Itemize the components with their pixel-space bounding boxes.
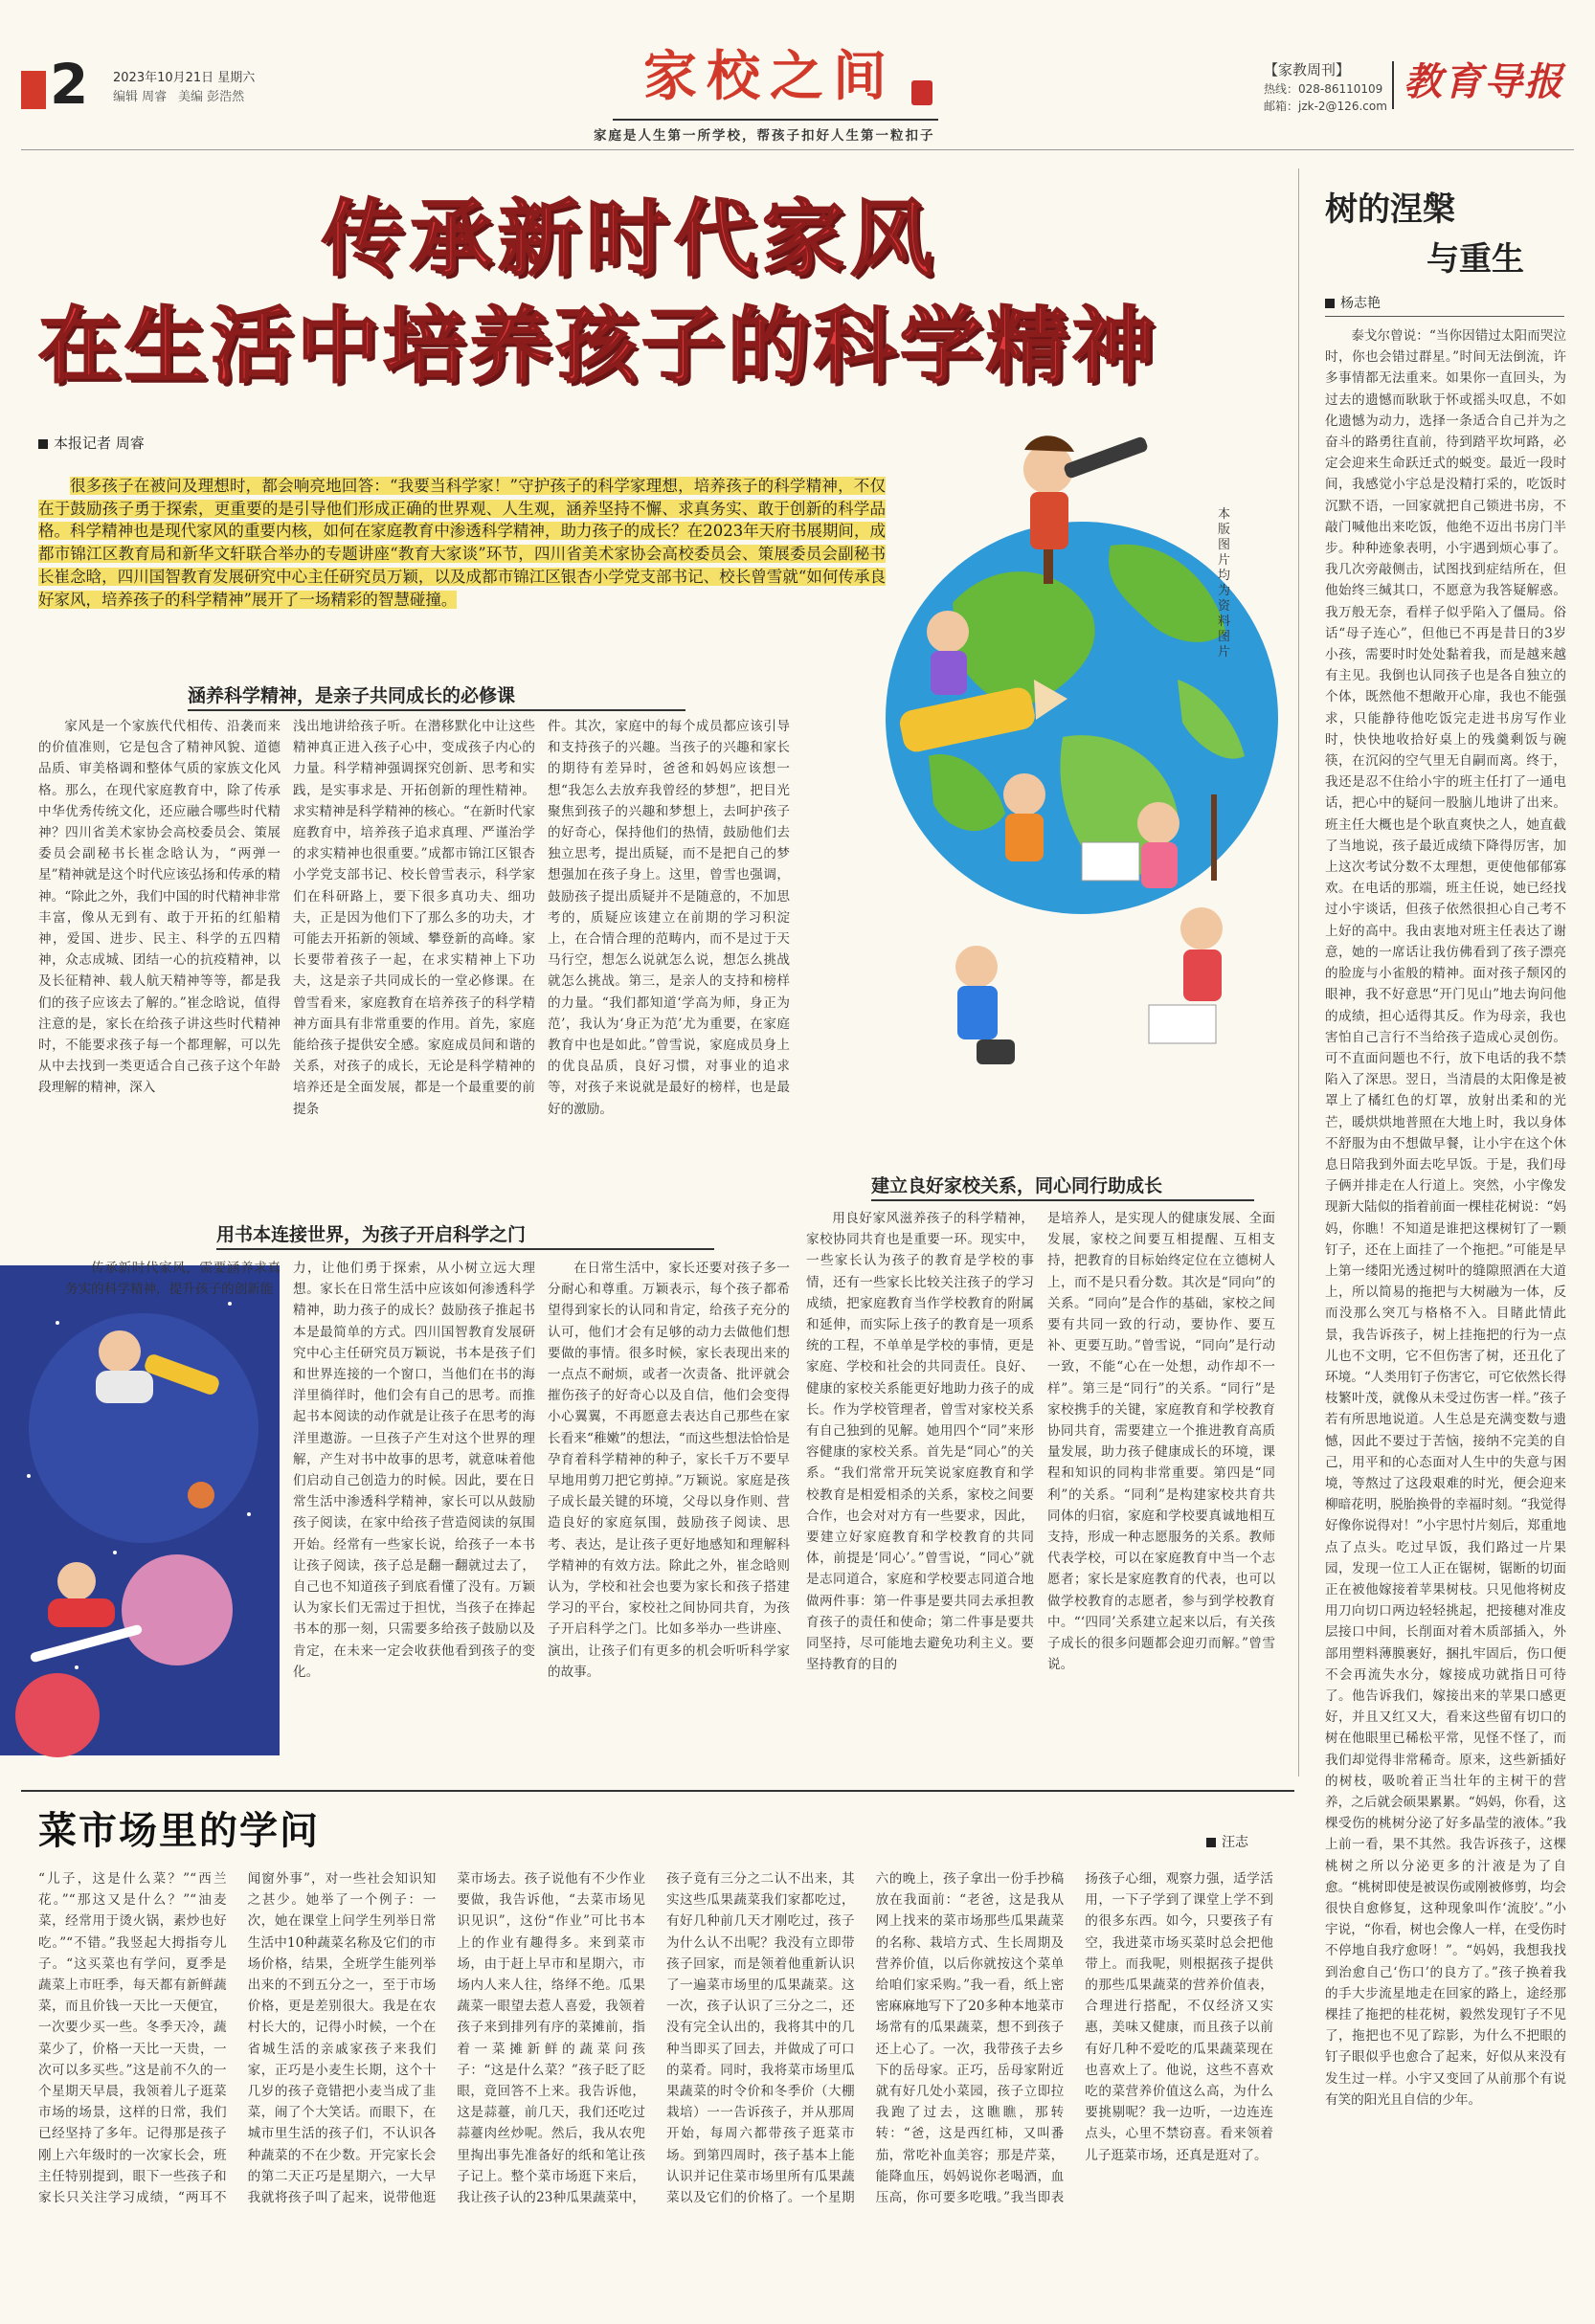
globe-illustration [862, 392, 1264, 1129]
section3-col2-text: 是培养人，是实现人的健康发展、全面发展，家校之间要互相提醒、互相支持，把教育的目标始终定位在立德树人上，而不是只看分数。其次是“同向”的关系。“同向”是合作的基础，家校之间要有共同一致的行动，要协作、要互补、更要互助。”曾雪说，“同向”是行动一致，不能“心在一处想，动作却不一样”。第三是“同行”的关系。“同行”是家校携手的关键，家庭教育和学校教育协同共育，需要建立一个推进教育高质量发展，助力孩子健康成长的环境，课程和知识的同构非常重要。第四是“同利”的关系。“同利”是构建家校共育共同体的归宿，家庭和学校要真诚地相互支持，形成一种志愿服务的关系。教师代表学校，可以在家庭教育中当一个志愿者；家长是家庭教育的代表，也可以做学校教育的志愿者，参与到学校教育中。“‘四同’关系建立起来以后，有关孩子成长的很多问题都会迎刃而解。”曾雪说。 [1047, 1211, 1275, 1673]
page-number: 2 [50, 52, 89, 117]
editor-credit: 编辑 周睿 [113, 90, 168, 104]
section2-col3 [548, 1258, 790, 1755]
page-label-tab [21, 71, 46, 109]
bottom-section-rule [21, 1790, 1294, 1792]
right-article-author [1325, 293, 1381, 312]
section3-heading-text: 建立良好家校关系，同心同行助成长 [871, 1175, 1163, 1196]
header-rule [613, 119, 938, 121]
section1-col3 [548, 716, 790, 1195]
designer-credit: 美编 彭浩然 [178, 90, 245, 104]
byline-text: 本报记者 周睿 [54, 435, 145, 452]
email: 邮箱：jzk-2@126.com [1264, 100, 1387, 113]
right-column-divider [1298, 168, 1299, 1777]
masthead-underline [21, 149, 1574, 150]
section3-col1 [806, 1208, 1034, 1755]
space-kids-drawing [0, 1265, 280, 1755]
byline-bullet-icon [38, 439, 48, 449]
bottom-article-title: 菜市场里的学问 [38, 1809, 320, 1853]
section-seal-icon [911, 80, 932, 105]
right-author-rule [1325, 316, 1564, 317]
section3-col2 [1047, 1208, 1275, 1755]
section2-heading [216, 1220, 714, 1250]
section2-col1-wrap [65, 1258, 281, 1315]
section3-col1-text: 用良好家风滋养孩子的科学精神，家校协同共育也是重要一环。现实中，一些家长认为孩子的教育是学校的事情，还有一些家长比较关注孩子的学习成绩，把家庭教育当作学校教育的附属和延伸，而实际上孩子的教育是一项系统的工程，不单单是学校的事情，更是家庭、学校和社会的共同责任。良好、健康的家校关系能更好地助力孩子的成长。作为学校管理者，曾雪对家校关系有自己独到的见解。她用四个“同”来形容健康的家校关系。首先是“同心”的关系。“我们常常开玩笑说家庭教育和学校教育是相爱相杀的关系，家校之间要合作，也会对对方有一些要求，因此，要建立好家庭教育和学校教育的共同体，前提是‘同心’。”曾雪说，“同心”就是志同道合，家庭和学校要志同道合地做两件事：第一件事是要共同去承担教育孩子的责任和使命；第二件事是要共同坚持，尽可能地去避免功利主义。要坚持教育的目的 [806, 1211, 1034, 1673]
image-caption [1218, 507, 1237, 660]
bottom-article-author [1206, 1832, 1248, 1851]
main-byline [38, 433, 145, 453]
section-title: 家校之间 [643, 45, 896, 108]
hotline: 热线：028-86110109 [1264, 82, 1383, 96]
page-number-block [21, 52, 107, 117]
section1-col1-text: 家风是一个家族代代相传、沿袭而来的价值准则，它是包含了精神风貌、道德品质、审美格调和整体气质的家族文化风格。那么，在现代家庭教育中，除了传承中华优秀传统文化，还应融合哪些时代精神？四川省美术家协会高校委员会、策展委员会副秘书长崔念晗认为，“两弹一星”精神就是这个时代应该弘扬和传承的精神。“除此之外，我们中国的时代精神非常丰富，像从无到有、敢于开拓的红船精神，爱国、进步、民主、科学的五四精神，众志成城、团结一心的抗疫精神，以及长征精神、载人航天精神等等，都是我们的孩子应该去了解的。”崔念晗说，值得注意的是，家长在给孩子讲这些时代精神时，不能要求孩子每一个都理解，可以先从中去找到一类更适合自己孩子这个年龄段理解的精神，深入 [38, 719, 281, 1096]
section1-col1 [38, 716, 281, 1195]
right-article-title-line2: 与重生 [1427, 240, 1524, 279]
bottom-article-text: “儿子，这是什么菜？”“西兰花。”“那这又是什么？”“油麦菜，经常用于烫火锅，素炒也好吃。”“不错。”我竖起大拇指夸儿子。“这买菜也有学问，夏季是蔬菜上市旺季，每天都有新鲜蔬菜，而且价钱一天比一天便宜，一次要少买一些。冬季天冷，蔬菜少了，价格一天比一天贵，一次可以多买些。”这是前不久的一个星期天早晨，我领着儿子逛菜市场的场景，这样的日常，我们已经坚持了多年。记得那是孩子刚上六年级时的一次家长会，班主任特别提到，眼下一些孩子和家长只关注学习成绩，“两耳不闻窗外事”，对一些社会知识知之甚少。她举了一个例子：一次，她在课堂上问学生列举日常生活中10种蔬菜名称及它们的市场价格，结果，全班学生能列举出来的不到五分之一，至于市场价格，更是差别很大。我是在农村长大的，记得小时候，一个在省城生活的亲戚家孩子来我们家，正巧是小麦生长期，这个十几岁的孩子竟错把小麦当成了韭菜，闹了个大笑话。而眼下，在城市里生活的孩子们，不认识各种蔬菜的不在少数。开完家长会的第二天正巧是星期六，一大早我就将孩子叫了起来，说带他逛菜市场去。孩子说他有不少作业要做，我告诉他，“去菜市场见识见识”，这份“作业”可比书本上的作业有趣得多。来到菜市场，由于赶上早市和星期六，市场内人来人往，络绎不绝。瓜果蔬菜一眼望去惹人喜爱，我领着孩子来到排列有序的菜摊前，指着一菜摊新鲜的蔬菜问孩子：“这是什么菜？”孩子眨了眨眼，竟回答不上来。我告诉他，这是蒜薹，前几天，我们还吃过蒜薹肉丝炒呢。然后，我从农兜里掏出事先准备好的纸和笔让孩子记上。整个菜市场逛下来后，我让孩子认的23种瓜果蔬菜中，孩子竟有三分之二认不出来，其实这些瓜果蔬菜我们家都吃过，有好几种前几天才刚吃过，孩子为什么认不出呢？我没有立即带孩子回家，而是领着他重新认识了一遍菜市场里的瓜果蔬菜。这一次，孩子认识了三分之二，还没有完全认出的，我将其中的几种当即买了回去，并做成了可口的菜肴。同时，我将菜市场里瓜果蔬菜的时令价和冬季价（大棚栽培）一一告诉孩子，并从那周开始，每周六都带孩子逛菜市场。到第四周时，孩子基本上能认识并记住菜市场里所有瓜果蔬菜以及它们的价格了。一个星期六的晚上，孩子拿出一份手抄稿放在我面前：“老爸，这是我从网上找来的菜市场那些瓜果蔬菜的名称、栽培方式、生长周期及营养价值，以后你就按这个菜单给咱们家采购。”我一看，纸上密密麻麻地写下了20多种本地菜市场常有的瓜果蔬菜，想不到孩子还上心了。一次，我带孩子去乡下的岳母家。正巧，岳母家附近就有好几处小菜园，孩子立即拉我跑了过去，这瞧瞧，那转转：“爸，这是西红柿，又叫番茄，常吃补血美容；那是芹菜，能降血压，妈妈说你老喝酒，血压高，你可要多吃哦。”我当即表扬孩子心细，观察力强，适学活用，一下子学到了课堂上学不到的很多东西。如今，只要孩子有空，我进菜市场买菜时总会把他带上。而我呢，则根据孩子提供的那些瓜果蔬菜的营养价值表，合理进行搭配，不仅经济又实惠，美味又健康，而且孩子以前有好几种不爱吃的瓜果蔬菜现在也喜欢上了。他说，这些不喜欢吃的菜营养价值这么高，为什么要挑剔呢？我一边听，一边连连点头，心里不禁窃喜。看来领着儿子逛菜市场，还真是逛对了。 [38, 1871, 1273, 2206]
header-divider [1392, 61, 1394, 109]
main-headline-line2: 在生活中培养孩子的科学精神 [38, 299, 1158, 394]
issue-date: 2023年10月21日 星期六 [113, 71, 256, 85]
bottom-author-text: 汪志 [1222, 1835, 1248, 1850]
main-headline-line1: 传承新时代家风 [322, 191, 938, 287]
bottom-article-body [38, 1868, 1273, 2309]
lead-text: 很多孩子在被问及理想时，都会响亮地回答：“我要当科学家！”守护孩子的科学家理想，培养孩子的科学精神，不仅在于鼓励孩子勇于探索，更重要的是引导他们形成正确的世界观、人生观，涵养坚持不懈、求真务实、敢于创新的科学品格。科学精神也是现代家风的重要内核，如何在家庭教育中渗透科学精神，助力孩子的成长？在2023年天府书展期间，成都市锦江区教育局和新华文轩联合举办的专题讲座“教育大家谈”环节，四川省美术家协会高校委员会、策展委员会副秘书长崔念晗，四川国智教育发展研究中心主任研究员万颖，以及成都市锦江区银杏小学党支部书记、校长曾雪就“如何传承良好家风，培养孩子的科学精神”展开了一场精彩的智慧碰撞。 [38, 477, 886, 609]
section2-heading-text: 用书本连接世界，为孩子开启科学之门 [216, 1224, 527, 1245]
section3-heading [871, 1172, 1254, 1201]
section1-heading [188, 682, 685, 711]
paper-name-logo: 教育导报 [1404, 59, 1564, 104]
globe-children-drawing [862, 392, 1264, 1129]
right-author-text: 杨志艳 [1340, 296, 1381, 311]
section1-col2-text: 浅出地讲给孩子听。在潜移默化中让这些精神真正进入孩子心中，变成孩子内心的力量。科学精神强调探究创新、思考和实践，是实事求是、开拓创新的理性精神。求实精神是科学精神的核心。“在新时代家庭教育中，培养孩子追求真理、严谨治学的求实精神也很重要。”成都市锦江区银杏小学党支部书记、校长曾雪表示，科学家们在科研路上，要下很多真功夫、细功夫，正是因为他们下了那么多的功夫，才可能去开拓新的领域、攀登新的高峰。家长要带着孩子一起，在求实精神上下功夫，这是亲子共同成长的一堂必修课。在曾雪看来，家庭教育在培养孩子的科学精神方面具有非常重要的作用。首先，家庭能给孩子提供安全感。家庭成员间和谐的关系，对孩子的成长，无论是科学精神的培养还是全面发展，都是一个最重要的前提条 [293, 719, 535, 1117]
right-article-title-line1: 树的涅槃 [1325, 190, 1455, 229]
section2-col3-text: 在日常生活中，家长还要对孩子多一分耐心和尊重。万颖表示，每个孩子都希望得到家长的认同和肯定，给孩子充分的认可，他们才会有足够的动力去做他们想要做的事情。很多时候，家长表现出来的一点点不耐烦，或者一次责备、批评就会摧伤孩子的好奇心以及自信，他们会变得小心翼翼，不再愿意去表达自己那些在家长看来“稚嫩”的想法，“而这些想法恰恰是孕育着科学精神的种子，家长千万不要早早地用剪刀把它剪掉。”万颖说。家庭是孩子成长最关键的环境，父母以身作则、营造良好的家庭氛围，鼓励孩子阅读、思考、表达，是让孩子更好地感知和理解科学精神的有效方法。除此之外，崔念晗则认为，学校和社会也要为家长和孩子搭建学习的平台，家校社之间协同共育，为孩子开启科学之门。比如多举办一些讲座、演出，让孩子们有更多的机会听听科学家的故事。 [548, 1261, 790, 1680]
section1-col3-text: 件。其次，家庭中的每个成员都应该引导和支持孩子的兴趣。当孩子的兴趣和家长的期待有差异时，爸爸和妈妈应该想一想“我怎么去放弃我曾经的梦想”，把目光聚焦到孩子的兴趣和梦想上，去呵护孩子的好奇心，保持他们的热情，鼓励他们去独立思考，提出质疑，而不是把自己的梦想强加在孩子身上。这里，曾雪也强调，鼓励孩子提出质疑并不是随意的，不加思考的，质疑应该建立在前期的学习积淀上，在合情合理的范畴内，而不是过于天马行空，想怎么说就怎么说，想怎么挑战就怎么挑战。第三，是亲人的支持和榜样的力量。“我们都知道‘学高为师，身正为范’，我认为‘身正为范’尤为重要，在家庭教育中也是如此。”曾雪说，家庭成员身上的优良品质，良好习惯，对事业的追求等，对孩子来说就是最好的榜样，也是最好的激励。 [548, 719, 790, 1117]
author-bullet-icon [1325, 299, 1335, 308]
image-caption-text: 本版图片均为资料图片 [1218, 507, 1231, 659]
section2-col2 [293, 1258, 535, 1755]
right-article-body [1325, 325, 1566, 2108]
right-article-text: 泰戈尔曾说：“当你因错过太阳而哭泣时，你也会错过群星。”时间无法倒流，许多事情都无法重来。如果你一直回头，为过去的遗憾而耿耿于怀或摇头叹息，不如化遗憾为动力，选择一条适合自己并为之奋斗的路勇往直前，待到踏平坎坷路，必定会迎来生命跃迁式的蜕变。最近一段时间，我感觉小宇总是没精打采的，吃饭时沉默不语，一回家就把自己锁进书房，不敲门喊他出来吃饭，他绝不迈出书房门半步。种种迹象表明，小宇遇到烦心事了。我几次旁敲侧击，试图找到症结所在，但他始终三缄其口，不愿意为我答疑解惑。我万般无奈，看样子似乎陷入了僵局。俗话“母子连心”，但他已不再是昔日的3岁小孩，需要时时处处黏着我，而是越来越有主见。我倒也认同孩子也是各自独立的个体，既然他不想敞开心扉，我也不能强求，只能静待他吃饭完走进书房写作业时，快快地收拾好桌上的残羹剩饭与碗筷，在沉闷的空气里无自嗣而离。终于，我还是忍不住给小宇的班主任打了一通电话，把心中的疑问一股脑儿地讲了出来。班主任大概也是个耿直爽快之人，她直截了当地说，孩子最近成绩下降得厉害，加上这次考试分数不太理想，更使他郁郁寡欢。在电话的那端，班主任说，她已经找过小宇谈话，但孩子依然很担心自己考不上好的高中。我由衷地对班主任表达了谢意，她的一席话让我仿佛看到了孩子漂亮的脸庞与小雀般的精神。面对孩子颓冈的眼神，我不好意思“开门见山”地去询问他的成绩，担心适得其反。作为母亲，我也害怕自己言行不当给孩子造成心灵创伤。可不直面问题也不行，放下电话的我不禁陷入了深思。翌日，当清晨的太阳像是被罩上了橘红色的灯罩，放射出柔和的光芒，暖烘烘地普照在大地上时，我以身体不舒服为由不想做早餐，让小宇在这个休息日陪我到外面去吃早饭。于是，我们母子俩并排走在人行道上。突然，小宇像发现新大陆似的指着前面一棵桂花树说：“妈妈，你瞧！不知道是谁把这棵树钉了一颗钉子，还在上面挂了一个拖把。”可能是早上第一缕阳光透过树叶的缝隙照洒在大道上，所以简易的拖把与大树融为一体，反而没那么突兀与格格不入。目睹此情此景，我告诉孩子，树上挂拖把的行为一点儿也不文明，它不但伤害了树，还丑化了环境。“人类用钉子伤害它，可它依然长得枝繁叶茂，就像从未受过伤害一样。”孩子若有所思地说道。人生总是充满变数与遗憾，因此不要过于苦恼，接纳不完美的自己，用平和的心态面对人生中的失意与困境，等熬过了这段艰难的时光，便会迎来柳暗花明，脱胎换骨的幸福时刻。“我觉得好像你说得对！”小宇思忖片刻后，郑重地点了点头。吃过早饭，我们路过一片果园，发现一位工人正在锯树，锯断的切面正在被他嫁接着苹果树枝。只见他将树皮用刀向切口两边轻轻挑起，把接穗对准皮层接口中间，长削面对着木质部插入，外部用塑料薄膜裹好，捆扎牢固后，伤口便不会再流失水分，嫁接成功就指日可待了。他告诉我们，嫁接出来的苹果口感更好，并且又红又大，看来这些留有切口的树在他眼里已稀松平常，见怪不怪了，而我们却觉得非常稀奇。原来，这些新插好的树枝，吸吮着正当壮年的主树干的营养，之后就会硕果累累。“妈妈，你看，这棵受伤的桃树分泌了好多晶莹的液体。”我上前一看，果不其然。我告诉孩子，这棵桃树之所以分泌更多的汁液是为了自愈。“桃树即使是被误伤或刚被修剪，均会很快自愈修复，这种现象叫作‘流胶’。”小宇说，“你看，树也会像人一样，在受伤时不停地自我疗愈呀！”。“妈妈，我想我找到治愈自己‘伤口’的良方了。”孩子换着我的手大步流星地走在回家的路上，途经那棵挂了拖把的桂花树，毅然发现钉子不见了，拖把也不见了踪影，为什么不把眼的钉子眼似乎也愈合了起来，好似从来没有发生过一样。小宇又变回了从前那个有说有笑的阳光且自信的少年。 [1325, 328, 1566, 2108]
slogan: 家庭是人生第一所学校，帮孩子扣好人生第一粒扣子 [594, 128, 935, 144]
section2-col1-text: 传承新时代家风，需要涵养求真务实的科学精神，提升孩子的创新能 [65, 1261, 281, 1298]
section2-col2-text: 力，让他们勇于探索，从小树立远大理想。家长在日常生活中应该如何渗透科学精神，助力孩子的成长？鼓励孩子推起书本是最简单的方式。四川国智教育发展研究中心主任研究员万颖说，书本是孩子们和世界连接的一个窗口，当他们在书的海洋里徜徉时，他们会有自己的思考。而推起书本阅读的动作就是让孩子在思考的海洋里遨游。一旦孩子产生对这个世界的理解，产生对书中故事的思考，就意味着他们启动自己创造力的时候。因此，要在日常生活中渗透科学精神，家长可以从鼓励孩子阅读，在家中给孩子营造阅读的氛围开始。经常有一些家长说，给孩子一本书让孩子阅读，孩子总是翻一翻就过去了，自己也不知道孩子到底看懂了没有。万颖认为家长们无需过于担忧，当孩子在捧起书本的那一刻，只需要多给孩子鼓励以及肯定，在未来一定会收获他看到孩子的变化。 [293, 1261, 535, 1680]
weekly-name: 【家教周刊】 [1264, 61, 1351, 78]
bottom-author-bullet-icon [1206, 1838, 1216, 1847]
lead-paragraph [38, 475, 886, 662]
section1-heading-text: 涵养科学精神，是亲子共同成长的必修课 [188, 685, 516, 706]
section1-col2 [293, 716, 535, 1195]
space-illustration [0, 1265, 280, 1755]
